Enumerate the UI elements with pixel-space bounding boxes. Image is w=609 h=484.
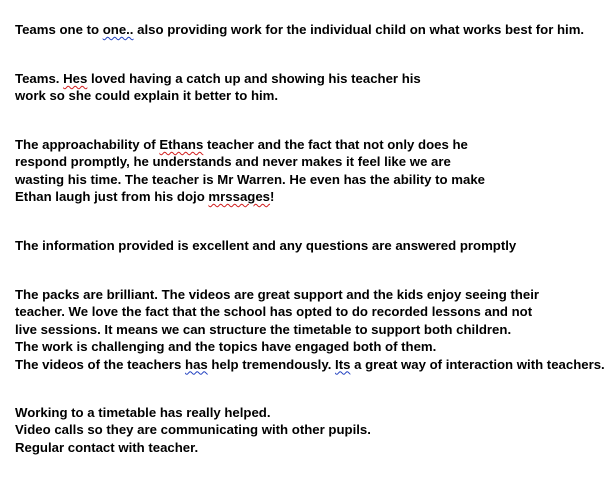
text-run: wasting his time. The teacher is Mr Warren. He even has the ability to make: [15, 171, 486, 187]
text-run: The approachability of: [15, 137, 160, 152]
flagged-word: Ethans: [159, 137, 204, 152]
text-run: !: [270, 189, 275, 205]
flagged-word: mrssages: [208, 189, 271, 205]
text-run: teacher. We love the fact that the school has opted to do recorded lessons and not: [15, 304, 533, 320]
text-run: Regular contact with teacher.: [15, 439, 199, 455]
text-run: live sessions. It means we can structure the timetable to support both children.: [15, 321, 512, 337]
flagged-word: one..: [102, 22, 134, 37]
text-line: [15, 70, 421, 87]
text-line: [15, 136, 485, 153]
text-line: [15, 87, 421, 104]
text-run: Teams one to: [15, 22, 103, 37]
text-run: The packs are brilliant. The videos are great support and the kids enjoy seeing their: [15, 287, 539, 302]
text-line: [15, 21, 584, 38]
paragraph: [15, 404, 371, 456]
text-run: The videos of the teachers: [15, 356, 186, 372]
text-run: loved having a catch up and showing his teacher his: [87, 71, 421, 86]
text-line: [15, 171, 485, 188]
text-line: [15, 439, 371, 456]
text-run: teacher and the fact that not only does he: [203, 137, 468, 152]
text-run: work so she could explain it better to him.: [15, 88, 279, 104]
text-run: Video calls so they are communicating with other pupils.: [15, 422, 371, 438]
paragraph: [15, 286, 605, 373]
text-line: [15, 153, 485, 170]
flagged-word: Its: [335, 356, 351, 372]
text-line: [15, 303, 605, 320]
text-line: [15, 356, 605, 373]
text-line: [15, 321, 605, 338]
text-run: respond promptly, he understands and never makes it feel like we are: [15, 154, 451, 170]
text-run: Ethan laugh just from his dojo: [15, 189, 209, 205]
text-line: [15, 421, 371, 438]
paragraph: [15, 136, 485, 206]
paragraph: [15, 237, 516, 254]
text-line: [15, 404, 371, 421]
text-line: [15, 237, 516, 254]
text-run: also providing work for the individual child on what works best for him.: [133, 22, 585, 37]
paragraph: [15, 70, 421, 105]
text-run: The work is challenging and the topics have engaged both of them.: [15, 339, 437, 355]
text-run: Working to a timetable has really helped.: [15, 405, 271, 420]
text-run: help tremendously.: [207, 356, 336, 372]
text-run: The information provided is excellent and any questions are answered promptly: [15, 238, 517, 253]
text-line: [15, 338, 605, 355]
text-line: [15, 286, 605, 303]
paragraph: [15, 21, 584, 38]
flagged-word: Hes: [63, 71, 88, 86]
flagged-word: has: [185, 356, 208, 372]
text-line: [15, 188, 485, 205]
text-run: a great way of interaction with teachers.: [350, 356, 605, 372]
text-run: Teams.: [15, 71, 64, 86]
